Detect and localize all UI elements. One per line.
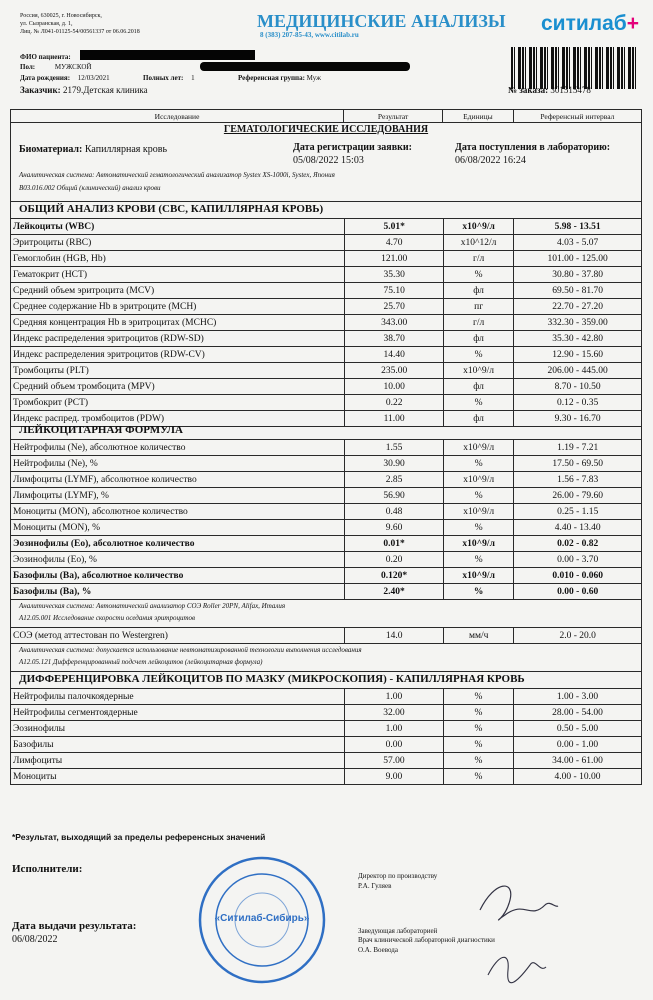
esr-table [10,628,642,644]
test-result: 38.70 [345,331,444,347]
director-name: Р.А. Гуляев [358,882,392,890]
test-name: Среднее содержание Hb в эритроците (MCH) [11,299,345,315]
table-row [11,347,642,363]
head-name: О.А. Воевода [358,946,398,954]
table-row [11,488,642,504]
table-row [11,251,642,267]
test-ref: 1.19 - 7.21 [514,440,642,456]
test-result: 32.00 [344,705,443,721]
test-unit: % [443,689,513,705]
test-unit: % [443,520,513,536]
footnote: *Результат, выходящий за пределы референсных значений [12,832,266,842]
table-row [11,552,642,568]
test-name: Лейкоциты (WBC) [11,219,345,235]
test-ref: 5.98 - 13.51 [514,219,642,235]
table-row [11,395,642,411]
test-name: Эозинофилы [11,721,345,737]
dob-value: 12/03/2021 [77,74,110,82]
cbc-title-row [10,202,642,219]
header-contacts: 8 (383) 207-85-43, www.citilab.ru [260,31,359,39]
test-result: 25.70 [345,299,444,315]
header-title: МЕДИЦИНСКИЕ АНАЛИЗЫ [257,11,506,31]
test-name: Моноциты [11,769,345,785]
reg-value: 05/08/2022 15:03 [293,155,364,166]
test-ref: 22.70 - 27.20 [514,299,642,315]
test-result: 1.55 [345,440,444,456]
smear-title: ДИФФЕРЕНЦИРОВКА ЛЕЙКОЦИТОВ ПО МАЗКУ (МИКРОСКОПИЯ) - КАПИЛЛЯРНАЯ КРОВЬ [19,673,525,685]
test-ref: 0.50 - 5.00 [514,721,642,737]
section-title: ГЕМАТОЛОГИЧЕСКИЕ ИССЛЕДОВАНИЯ [223,124,429,135]
test-unit: х10^9/л [443,504,513,520]
test-result: 9.00 [344,769,443,785]
table-row [11,753,642,769]
customer-row [20,85,148,95]
test-ref: 1.56 - 7.83 [514,472,642,488]
test-unit: % [443,753,513,769]
test-name: Индекс распределения эритроцитов (RDW-CV) [11,347,345,363]
test-ref: 0.12 - 0.35 [514,395,642,411]
test-unit: г/л [443,251,513,267]
esr-note2: А12.05.001 Исследование скорости оседания эритроцитов [19,614,196,622]
test-unit: х10^9/л [443,440,513,456]
test-unit: % [443,584,513,600]
barcode [511,47,639,89]
test-unit: х10^9/л [443,363,513,379]
test-ref: 0.25 - 1.15 [514,504,642,520]
test-unit: % [443,488,513,504]
test-ref: 0.00 - 3.70 [514,552,642,568]
stamp-text: «Ситилаб-Сибирь» [214,913,310,924]
customer-label: Заказчик: [20,85,61,95]
test-result: 0.48 [345,504,444,520]
ref-group-value: Муж [306,74,321,82]
test-result: 11.00 [345,411,444,427]
smear-note1: Аналитическая система: допускается использование невтоматизированной технологии выполнения исследования [19,646,362,654]
performers-label: Исполнители: [12,863,83,875]
test-unit: х10^9/л [443,219,513,235]
license-line: Лиц. № Л041-01125-54/00561337 от 06.06.2018 [20,29,140,35]
head-title2: Врач клинической лабораторной диагностики [358,936,495,944]
redacted-name [80,50,255,60]
table-row [11,299,642,315]
test-name: Моноциты (MON), абсолютное количество [11,504,345,520]
test-unit: % [443,721,513,737]
test-result: 1.00 [344,721,443,737]
test-name: Лимфоциты (LYMF), % [11,488,345,504]
age-row [143,74,195,82]
lab-label: Дата поступления в лабораторию: [455,142,611,153]
table-row [11,440,642,456]
cbc-table [10,219,642,427]
table-row [11,584,642,600]
table-row [11,536,642,552]
test-result: 2.40* [345,584,444,600]
table-row [11,721,642,737]
test-unit: % [443,267,513,283]
test-result: 0.20 [345,552,444,568]
test-ref: 332.30 - 359.00 [514,315,642,331]
test-ref: 4.40 - 13.40 [514,520,642,536]
table-row [11,705,642,721]
test-name: Индекс распределения эритроцитов (RDW-SD) [11,331,345,347]
sex-value: МУЖСКОЙ [54,63,92,71]
col-ref: Референсный интервал [513,110,641,123]
issue-value: 06/08/2022 [12,934,58,945]
logo-text: ситилаб [541,12,627,35]
test-name: Тромбокрит (PCT) [11,395,345,411]
sex-row [20,63,91,71]
test-ref: 2.0 - 20.0 [514,628,642,644]
test-result: 35.30 [345,267,444,283]
test-name: Эозинофилы (Eo), % [11,552,345,568]
ref-group-row [238,74,321,82]
test-unit: фл [443,283,513,299]
test-name: Лимфоциты (LYMF), абсолютное количество [11,472,345,488]
test-unit: х10^12/л [443,235,513,251]
test-ref: 101.00 - 125.00 [514,251,642,267]
test-result: 75.10 [345,283,444,299]
table-row [11,267,642,283]
biomaterial-row [19,144,167,155]
test-unit: % [443,737,513,753]
test-unit: пг [443,299,513,315]
test-ref: 8.70 - 10.50 [514,379,642,395]
table-row [11,315,642,331]
test-name: Средний объем тромбоцита (MPV) [11,379,345,395]
table-row [11,504,642,520]
cbc-title: ОБЩИЙ АНАЛИЗ КРОВИ (CBC, КАПИЛЛЯРНАЯ КРОВЬ) [19,203,324,215]
col-test: Исследование [11,110,344,123]
test-name: Базофилы (Ba), абсолютное количество [11,568,345,584]
test-name: Средний объем эритроцита (MCV) [11,283,345,299]
test-ref: 1.00 - 3.00 [514,689,642,705]
test-ref: 69.50 - 81.70 [514,283,642,299]
lab-stamp [197,855,327,985]
test-ref: 0.02 - 0.82 [514,536,642,552]
table-header [10,109,642,123]
sex-label: Пол: [20,63,36,71]
col-result: Результат [344,110,443,123]
test-result: 121.00 [345,251,444,267]
redaction-bar [200,62,410,71]
table-row [11,737,642,753]
table-row [11,472,642,488]
test-result: 9.60 [345,520,444,536]
test-result: 30.90 [345,456,444,472]
table-row [11,628,642,644]
test-result: 0.01* [345,536,444,552]
test-unit: фл [443,379,513,395]
test-name: Нейтрофилы палочкоядерные [11,689,345,705]
test-ref: 35.30 - 42.80 [514,331,642,347]
test-result: 0.22 [345,395,444,411]
biomaterial-label: Биоматериал: [19,144,83,155]
test-unit: % [443,347,513,363]
age-value: 1 [191,74,195,82]
lab-value: 06/08/2022 16:24 [455,155,526,166]
test-unit: % [443,552,513,568]
table-row [11,769,642,785]
test-name: Средняя концентрация Hb в эритроцитах (MCHC) [11,315,345,331]
fio-label: ФИО пациента: [20,53,71,61]
test-unit: % [443,705,513,721]
table-row [11,568,642,584]
issue-label: Дата выдачи результата: [12,920,137,932]
col-units: Единицы [443,110,514,123]
test-ref: 9.30 - 16.70 [514,411,642,427]
test-ref: 34.00 - 61.00 [514,753,642,769]
test-ref: 4.00 - 10.00 [514,769,642,785]
test-name: Гематокрит (HCT) [11,267,345,283]
test-result: 4.70 [345,235,444,251]
test-ref: 0.00 - 1.00 [514,737,642,753]
test-name: Индекс распред. тромбоцитов (PDW) [11,411,345,427]
test-ref: 30.80 - 37.80 [514,267,642,283]
test-unit: фл [443,411,513,427]
test-result: 14.40 [345,347,444,363]
director-title: Директор по производству [358,872,438,880]
leuko-title: ЛЕЙКОЦИТАРНАЯ ФОРМУЛА [19,424,183,436]
test-unit: % [443,456,513,472]
test-ref: 26.00 - 79.60 [514,488,642,504]
method-note: В03.016.002 Общий (клинический) анализ крови [19,184,161,192]
test-name: Тромбоциты (PLT) [11,363,345,379]
test-name: Базофилы [11,737,345,753]
test-result: 57.00 [344,753,443,769]
section-header-block [10,122,642,202]
test-ref: 206.00 - 445.00 [514,363,642,379]
ref-group-label: Референсная группа: [238,74,305,82]
head-title1: Заведующая лабораторией [358,927,438,935]
test-unit: фл [443,331,513,347]
lab-address [20,12,140,36]
test-unit: мм/ч [444,628,514,644]
lab-logo [541,12,639,36]
test-result: 10.00 [345,379,444,395]
smear-note-block [10,644,642,672]
test-name: Гемоглобин (HGB, Hb) [11,251,345,267]
leuko-table [10,440,642,600]
smear-note2: А12.05.121 Дифференцированный подсчет лейкоцитов (лейкоцитарная формула) [19,658,263,666]
test-unit: % [443,395,513,411]
biomaterial-value: Капиллярная кровь [84,144,168,155]
address-line2: ул. Сызранская, д. 1, [20,21,73,27]
test-name: Нейтрофилы (Ne), % [11,456,345,472]
test-result: 2.85 [345,472,444,488]
test-ref: 17.50 - 69.50 [514,456,642,472]
test-ref: 4.03 - 5.07 [514,235,642,251]
esr-note-block [10,600,642,628]
reg-label: Дата регистрации заявки: [293,142,412,153]
table-row [11,235,642,251]
order-row [508,85,591,95]
test-result: 14.0 [345,628,444,644]
test-name: Эритроциты (RBC) [11,235,345,251]
table-row [11,283,642,299]
test-name: Лимфоциты [11,753,345,769]
table-row [11,363,642,379]
test-unit: г/л [443,315,513,331]
esr-note1: Аналитическая система: Автоматический анализатор СОЭ Roller 20PN, Alifax, Италия [19,602,286,610]
dob-row [20,74,110,82]
table-row [11,520,642,536]
test-ref: 12.90 - 15.60 [514,347,642,363]
leuko-title-row [10,424,642,440]
age-label: Полных лет: [143,74,184,82]
test-name: Нейтрофилы сегментоядерные [11,705,345,721]
address-line1: Россия, 630025, г. Новосибирск, [20,13,102,19]
dob-label: Дата рождения: [20,74,71,82]
test-ref: 0.010 - 0.060 [514,568,642,584]
test-result: 0.120* [345,568,444,584]
smear-table [10,689,642,785]
test-ref: 28.00 - 54.00 [514,705,642,721]
test-result: 235.00 [345,363,444,379]
test-result: 56.90 [345,488,444,504]
table-row [11,689,642,705]
table-row [11,219,642,235]
order-number: 301515478 [550,85,591,95]
smear-title-row [10,672,642,689]
table-row [11,379,642,395]
test-unit: х10^9/л [443,472,513,488]
director-signature-icon [470,870,560,930]
test-unit: х10^9/л [443,536,513,552]
head-signature-icon [480,945,550,990]
test-name: Нейтрофилы (Ne), абсолютное количество [11,440,345,456]
order-label: № заказа: [508,85,549,95]
logo-plus-icon: + [626,12,640,35]
test-result: 343.00 [345,315,444,331]
test-result: 5.01* [345,219,444,235]
test-name: Эозинофилы (Eo), абсолютное количество [11,536,345,552]
analyzer-note: Аналитическая система: Автоматический гематологический анализатор Systex XS-1000i, Systex, Япония [19,171,335,179]
test-result: 1.00 [344,689,443,705]
test-unit: % [443,769,513,785]
test-name: СОЭ (метод аттестован по Westergren) [11,628,345,644]
test-result: 0.00 [344,737,443,753]
customer-value: 2179.Детская клиника [62,85,148,95]
test-unit: х10^9/л [443,568,513,584]
test-name: Моноциты (MON), % [11,520,345,536]
table-row [11,456,642,472]
test-name: Базофилы (Ba), % [11,584,345,600]
table-row [11,331,642,347]
test-ref: 0.00 - 0.60 [514,584,642,600]
